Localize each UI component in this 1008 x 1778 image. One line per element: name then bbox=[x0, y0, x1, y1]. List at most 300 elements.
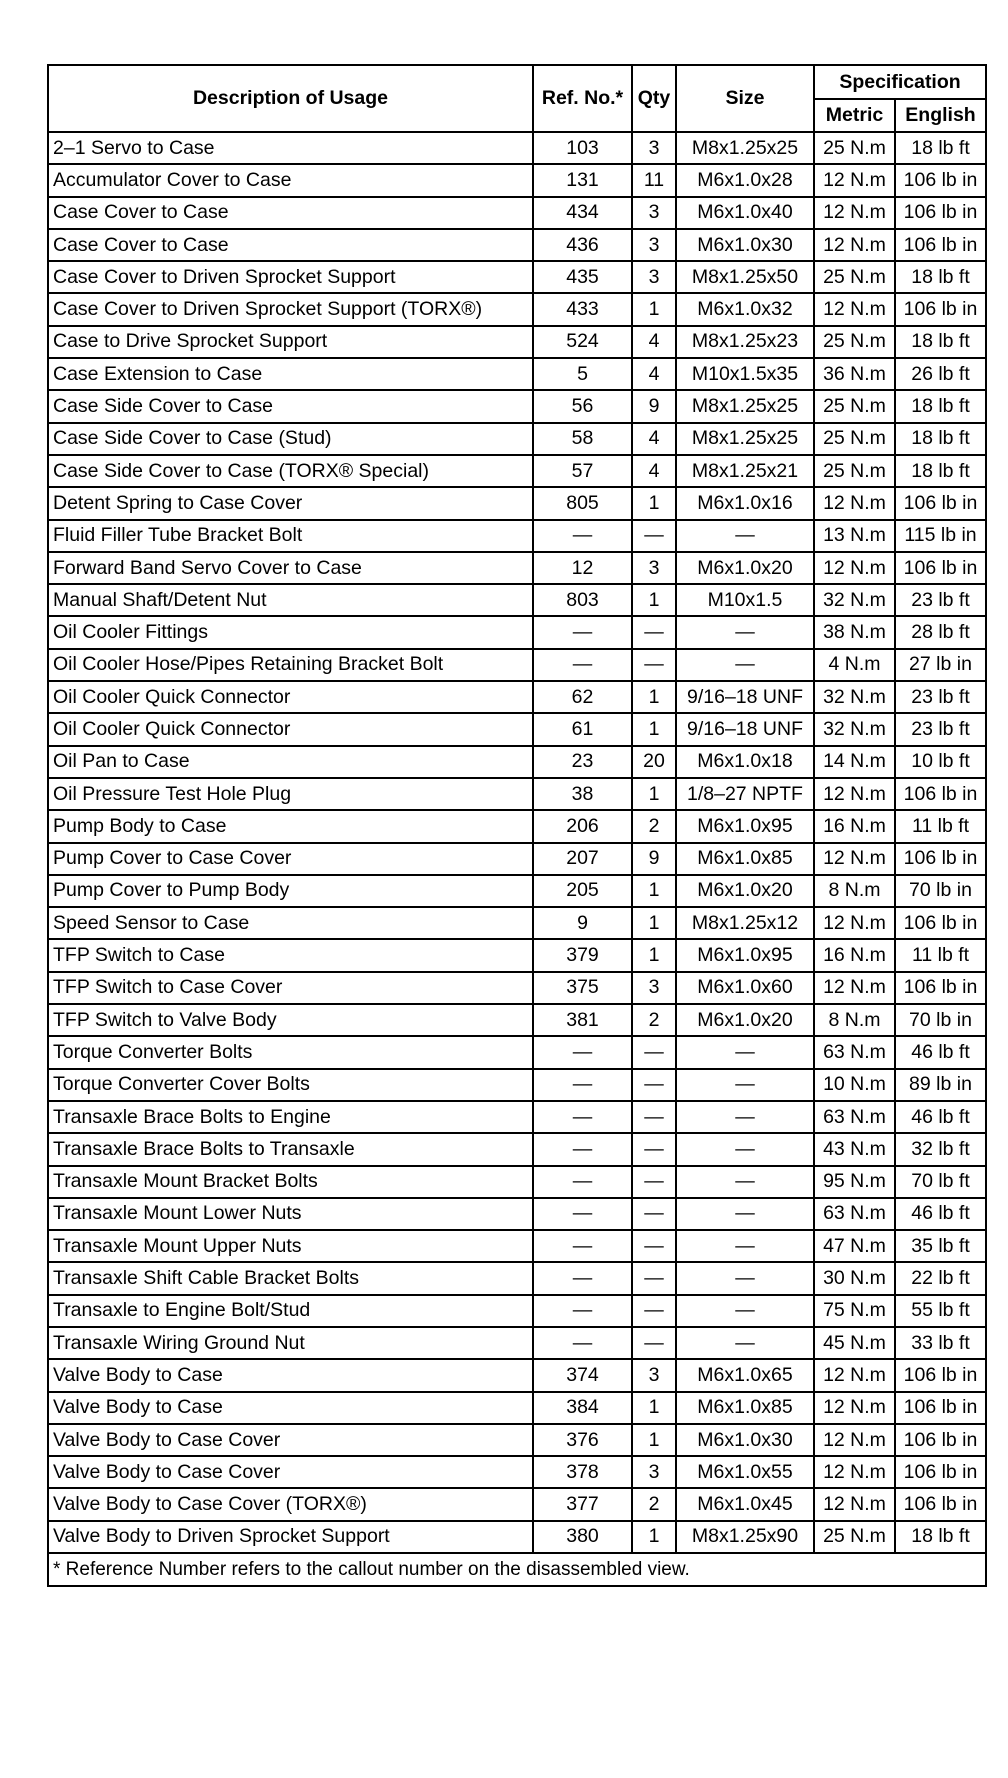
ref-no-cell: 524 bbox=[533, 326, 632, 358]
metric-cell: 12 N.m bbox=[814, 1359, 895, 1391]
table-body bbox=[48, 132, 986, 1553]
size-cell: M6x1.0x40 bbox=[676, 197, 814, 229]
description-cell: Oil Cooler Fittings bbox=[48, 616, 533, 648]
size-cell: M6x1.0x30 bbox=[676, 229, 814, 261]
description-cell: Case Side Cover to Case (TORX® Special) bbox=[48, 455, 533, 487]
metric-cell: 25 N.m bbox=[814, 455, 895, 487]
description-cell: Case Cover to Case bbox=[48, 197, 533, 229]
table-row bbox=[48, 261, 986, 293]
english-cell: 106 lb in bbox=[895, 1424, 986, 1456]
ref-no-cell: 207 bbox=[533, 843, 632, 875]
description-cell: Fluid Filler Tube Bracket Bolt bbox=[48, 520, 533, 552]
metric-cell: 12 N.m bbox=[814, 1456, 895, 1488]
english-cell: 11 lb ft bbox=[895, 810, 986, 842]
size-cell: — bbox=[676, 1101, 814, 1133]
size-cell: M10x1.5x35 bbox=[676, 358, 814, 390]
description-cell: Transaxle Wiring Ground Nut bbox=[48, 1327, 533, 1359]
size-cell: — bbox=[676, 1133, 814, 1165]
english-cell: 106 lb in bbox=[895, 1488, 986, 1520]
ref-no-cell: — bbox=[533, 1101, 632, 1133]
description-cell: Case Cover to Driven Sprocket Support bbox=[48, 261, 533, 293]
qty-cell: 3 bbox=[632, 261, 676, 293]
ref-no-cell: 205 bbox=[533, 875, 632, 907]
table-row bbox=[48, 552, 986, 584]
size-cell: 1/8–27 NPTF bbox=[676, 778, 814, 810]
header-description: Description of Usage bbox=[48, 65, 533, 132]
ref-no-cell: 61 bbox=[533, 713, 632, 745]
qty-cell: 20 bbox=[632, 746, 676, 778]
table-row bbox=[48, 229, 986, 261]
english-cell: 18 lb ft bbox=[895, 1521, 986, 1553]
description-cell: Forward Band Servo Cover to Case bbox=[48, 552, 533, 584]
size-cell: — bbox=[676, 1036, 814, 1068]
qty-cell: 2 bbox=[632, 1004, 676, 1036]
table-row bbox=[48, 1295, 986, 1327]
table-row bbox=[48, 487, 986, 519]
english-cell: 89 lb in bbox=[895, 1069, 986, 1101]
description-cell: Pump Cover to Case Cover bbox=[48, 843, 533, 875]
size-cell: M10x1.5 bbox=[676, 584, 814, 616]
metric-cell: 47 N.m bbox=[814, 1230, 895, 1262]
size-cell: M6x1.0x60 bbox=[676, 972, 814, 1004]
english-cell: 106 lb in bbox=[895, 487, 986, 519]
table-row bbox=[48, 132, 986, 164]
size-cell: M8x1.25x23 bbox=[676, 326, 814, 358]
english-cell: 106 lb in bbox=[895, 293, 986, 325]
ref-no-cell: — bbox=[533, 1036, 632, 1068]
description-cell: Transaxle Mount Upper Nuts bbox=[48, 1230, 533, 1262]
ref-no-cell: 23 bbox=[533, 746, 632, 778]
table-row bbox=[48, 649, 986, 681]
table-row bbox=[48, 1262, 986, 1294]
metric-cell: 12 N.m bbox=[814, 1424, 895, 1456]
size-cell: — bbox=[676, 1295, 814, 1327]
qty-cell: 1 bbox=[632, 907, 676, 939]
english-cell: 106 lb in bbox=[895, 1456, 986, 1488]
size-cell: M8x1.25x21 bbox=[676, 455, 814, 487]
ref-no-cell: 803 bbox=[533, 584, 632, 616]
qty-cell: — bbox=[632, 1101, 676, 1133]
description-cell: Transaxle Shift Cable Bracket Bolts bbox=[48, 1262, 533, 1294]
metric-cell: 25 N.m bbox=[814, 423, 895, 455]
english-cell: 106 lb in bbox=[895, 972, 986, 1004]
qty-cell: — bbox=[632, 1327, 676, 1359]
qty-cell: — bbox=[632, 649, 676, 681]
ref-no-cell: 433 bbox=[533, 293, 632, 325]
metric-cell: 63 N.m bbox=[814, 1036, 895, 1068]
size-cell: — bbox=[676, 1262, 814, 1294]
metric-cell: 38 N.m bbox=[814, 616, 895, 648]
table-row bbox=[48, 778, 986, 810]
ref-no-cell: — bbox=[533, 1230, 632, 1262]
table-row bbox=[48, 1069, 986, 1101]
table-row bbox=[48, 1036, 986, 1068]
header-metric: Metric bbox=[814, 99, 895, 132]
size-cell: M6x1.0x95 bbox=[676, 810, 814, 842]
ref-no-cell: — bbox=[533, 616, 632, 648]
description-cell: Oil Cooler Hose/Pipes Retaining Bracket Bolt bbox=[48, 649, 533, 681]
english-cell: 18 lb ft bbox=[895, 132, 986, 164]
table-row bbox=[48, 293, 986, 325]
size-cell: — bbox=[676, 616, 814, 648]
qty-cell: — bbox=[632, 1262, 676, 1294]
qty-cell: 3 bbox=[632, 1359, 676, 1391]
english-cell: 106 lb in bbox=[895, 197, 986, 229]
table-row bbox=[48, 907, 986, 939]
footnote: * Reference Number refers to the callout number on the disassembled view. bbox=[48, 1553, 986, 1586]
qty-cell: — bbox=[632, 1198, 676, 1230]
size-cell: M6x1.0x65 bbox=[676, 1359, 814, 1391]
english-cell: 106 lb in bbox=[895, 229, 986, 261]
qty-cell: — bbox=[632, 1036, 676, 1068]
fastener-specification-table bbox=[47, 64, 987, 1587]
description-cell: Speed Sensor to Case bbox=[48, 907, 533, 939]
size-cell: M6x1.0x95 bbox=[676, 939, 814, 971]
qty-cell: 1 bbox=[632, 939, 676, 971]
table-row bbox=[48, 423, 986, 455]
description-cell: Transaxle Brace Bolts to Transaxle bbox=[48, 1133, 533, 1165]
ref-no-cell: 58 bbox=[533, 423, 632, 455]
table-row bbox=[48, 1359, 986, 1391]
description-cell: Transaxle to Engine Bolt/Stud bbox=[48, 1295, 533, 1327]
table-row bbox=[48, 972, 986, 1004]
ref-no-cell: 381 bbox=[533, 1004, 632, 1036]
ref-no-cell: 379 bbox=[533, 939, 632, 971]
english-cell: 26 lb ft bbox=[895, 358, 986, 390]
english-cell: 23 lb ft bbox=[895, 584, 986, 616]
table-row bbox=[48, 875, 986, 907]
english-cell: 35 lb ft bbox=[895, 1230, 986, 1262]
qty-cell: 1 bbox=[632, 487, 676, 519]
size-cell: M6x1.0x45 bbox=[676, 1488, 814, 1520]
metric-cell: 12 N.m bbox=[814, 487, 895, 519]
header-ref-no: Ref. No.* bbox=[533, 65, 632, 132]
qty-cell: 3 bbox=[632, 552, 676, 584]
english-cell: 115 lb in bbox=[895, 520, 986, 552]
qty-cell: 1 bbox=[632, 293, 676, 325]
ref-no-cell: 436 bbox=[533, 229, 632, 261]
description-cell: Case Cover to Driven Sprocket Support (TORX®) bbox=[48, 293, 533, 325]
metric-cell: 95 N.m bbox=[814, 1166, 895, 1198]
english-cell: 46 lb ft bbox=[895, 1198, 986, 1230]
size-cell: M6x1.0x30 bbox=[676, 1424, 814, 1456]
table-row bbox=[48, 1456, 986, 1488]
ref-no-cell: 103 bbox=[533, 132, 632, 164]
english-cell: 28 lb ft bbox=[895, 616, 986, 648]
qty-cell: 9 bbox=[632, 843, 676, 875]
metric-cell: 12 N.m bbox=[814, 778, 895, 810]
ref-no-cell: — bbox=[533, 1069, 632, 1101]
size-cell: — bbox=[676, 1166, 814, 1198]
qty-cell: — bbox=[632, 616, 676, 648]
table-row bbox=[48, 616, 986, 648]
english-cell: 70 lb in bbox=[895, 875, 986, 907]
description-cell: 2–1 Servo to Case bbox=[48, 132, 533, 164]
metric-cell: 75 N.m bbox=[814, 1295, 895, 1327]
size-cell: — bbox=[676, 1198, 814, 1230]
english-cell: 106 lb in bbox=[895, 552, 986, 584]
table-row bbox=[48, 810, 986, 842]
metric-cell: 8 N.m bbox=[814, 875, 895, 907]
ref-no-cell: 131 bbox=[533, 164, 632, 196]
size-cell: — bbox=[676, 1230, 814, 1262]
description-cell: Detent Spring to Case Cover bbox=[48, 487, 533, 519]
metric-cell: 12 N.m bbox=[814, 1392, 895, 1424]
english-cell: 106 lb in bbox=[895, 1359, 986, 1391]
header-specification: Specification bbox=[814, 65, 986, 99]
table-row bbox=[48, 1424, 986, 1456]
metric-cell: 32 N.m bbox=[814, 681, 895, 713]
ref-no-cell: 5 bbox=[533, 358, 632, 390]
ref-no-cell: — bbox=[533, 1262, 632, 1294]
size-cell: — bbox=[676, 1327, 814, 1359]
qty-cell: — bbox=[632, 1133, 676, 1165]
metric-cell: 63 N.m bbox=[814, 1101, 895, 1133]
ref-no-cell: 62 bbox=[533, 681, 632, 713]
qty-cell: 2 bbox=[632, 1488, 676, 1520]
ref-no-cell: 57 bbox=[533, 455, 632, 487]
footnote-row bbox=[48, 1553, 986, 1586]
table-row bbox=[48, 843, 986, 875]
metric-cell: 63 N.m bbox=[814, 1198, 895, 1230]
description-cell: Case to Drive Sprocket Support bbox=[48, 326, 533, 358]
ref-no-cell: 375 bbox=[533, 972, 632, 1004]
metric-cell: 32 N.m bbox=[814, 584, 895, 616]
qty-cell: — bbox=[632, 1069, 676, 1101]
description-cell: Manual Shaft/Detent Nut bbox=[48, 584, 533, 616]
metric-cell: 16 N.m bbox=[814, 810, 895, 842]
description-cell: Torque Converter Cover Bolts bbox=[48, 1069, 533, 1101]
qty-cell: 4 bbox=[632, 326, 676, 358]
qty-cell: 4 bbox=[632, 423, 676, 455]
qty-cell: — bbox=[632, 1295, 676, 1327]
qty-cell: 1 bbox=[632, 1521, 676, 1553]
metric-cell: 12 N.m bbox=[814, 972, 895, 1004]
table-row bbox=[48, 939, 986, 971]
metric-cell: 16 N.m bbox=[814, 939, 895, 971]
english-cell: 46 lb ft bbox=[895, 1101, 986, 1133]
ref-no-cell: — bbox=[533, 1327, 632, 1359]
qty-cell: 1 bbox=[632, 681, 676, 713]
description-cell: TFP Switch to Valve Body bbox=[48, 1004, 533, 1036]
qty-cell: 1 bbox=[632, 778, 676, 810]
table-row bbox=[48, 164, 986, 196]
table-row bbox=[48, 713, 986, 745]
ref-no-cell: — bbox=[533, 1295, 632, 1327]
size-cell: M6x1.0x28 bbox=[676, 164, 814, 196]
qty-cell: 1 bbox=[632, 713, 676, 745]
ref-no-cell: 384 bbox=[533, 1392, 632, 1424]
description-cell: TFP Switch to Case bbox=[48, 939, 533, 971]
metric-cell: 32 N.m bbox=[814, 713, 895, 745]
size-cell: M6x1.0x85 bbox=[676, 1392, 814, 1424]
description-cell: Transaxle Mount Lower Nuts bbox=[48, 1198, 533, 1230]
metric-cell: 10 N.m bbox=[814, 1069, 895, 1101]
description-cell: Accumulator Cover to Case bbox=[48, 164, 533, 196]
size-cell: M6x1.0x18 bbox=[676, 746, 814, 778]
english-cell: 18 lb ft bbox=[895, 326, 986, 358]
ref-no-cell: 377 bbox=[533, 1488, 632, 1520]
qty-cell: — bbox=[632, 1230, 676, 1262]
description-cell: Case Side Cover to Case (Stud) bbox=[48, 423, 533, 455]
ref-no-cell: 12 bbox=[533, 552, 632, 584]
table-footer bbox=[48, 1553, 986, 1586]
table-row bbox=[48, 1101, 986, 1133]
table-row bbox=[48, 1327, 986, 1359]
ref-no-cell: 374 bbox=[533, 1359, 632, 1391]
metric-cell: 8 N.m bbox=[814, 1004, 895, 1036]
description-cell: TFP Switch to Case Cover bbox=[48, 972, 533, 1004]
header-english: English bbox=[895, 99, 986, 132]
metric-cell: 25 N.m bbox=[814, 1521, 895, 1553]
size-cell: M8x1.25x50 bbox=[676, 261, 814, 293]
metric-cell: 12 N.m bbox=[814, 229, 895, 261]
description-cell: Transaxle Mount Bracket Bolts bbox=[48, 1166, 533, 1198]
ref-no-cell: — bbox=[533, 1166, 632, 1198]
description-cell: Pump Cover to Pump Body bbox=[48, 875, 533, 907]
english-cell: 18 lb ft bbox=[895, 390, 986, 422]
metric-cell: 4 N.m bbox=[814, 649, 895, 681]
qty-cell: 1 bbox=[632, 584, 676, 616]
ref-no-cell: 56 bbox=[533, 390, 632, 422]
metric-cell: 43 N.m bbox=[814, 1133, 895, 1165]
english-cell: 70 lb in bbox=[895, 1004, 986, 1036]
size-cell: M6x1.0x85 bbox=[676, 843, 814, 875]
english-cell: 106 lb in bbox=[895, 907, 986, 939]
table-row bbox=[48, 584, 986, 616]
english-cell: 46 lb ft bbox=[895, 1036, 986, 1068]
qty-cell: 2 bbox=[632, 810, 676, 842]
ref-no-cell: 435 bbox=[533, 261, 632, 293]
qty-cell: 1 bbox=[632, 1392, 676, 1424]
english-cell: 27 lb in bbox=[895, 649, 986, 681]
size-cell: M6x1.0x32 bbox=[676, 293, 814, 325]
description-cell: Valve Body to Case Cover bbox=[48, 1424, 533, 1456]
size-cell: M6x1.0x20 bbox=[676, 875, 814, 907]
ref-no-cell: 805 bbox=[533, 487, 632, 519]
description-cell: Oil Pan to Case bbox=[48, 746, 533, 778]
table-row bbox=[48, 1166, 986, 1198]
description-cell: Valve Body to Case Cover (TORX®) bbox=[48, 1488, 533, 1520]
description-cell: Case Side Cover to Case bbox=[48, 390, 533, 422]
header-row bbox=[48, 65, 986, 99]
table-row bbox=[48, 520, 986, 552]
description-cell: Torque Converter Bolts bbox=[48, 1036, 533, 1068]
description-cell: Valve Body to Case Cover bbox=[48, 1456, 533, 1488]
qty-cell: 3 bbox=[632, 229, 676, 261]
qty-cell: 1 bbox=[632, 875, 676, 907]
english-cell: 70 lb ft bbox=[895, 1166, 986, 1198]
table-row bbox=[48, 455, 986, 487]
english-cell: 11 lb ft bbox=[895, 939, 986, 971]
metric-cell: 12 N.m bbox=[814, 197, 895, 229]
table-header bbox=[48, 65, 986, 132]
qty-cell: 3 bbox=[632, 1456, 676, 1488]
description-cell: Case Extension to Case bbox=[48, 358, 533, 390]
english-cell: 18 lb ft bbox=[895, 455, 986, 487]
english-cell: 106 lb in bbox=[895, 843, 986, 875]
description-cell: Oil Cooler Quick Connector bbox=[48, 681, 533, 713]
size-cell: M8x1.25x90 bbox=[676, 1521, 814, 1553]
table-row bbox=[48, 1133, 986, 1165]
header-qty: Qty bbox=[632, 65, 676, 132]
size-cell: M6x1.0x55 bbox=[676, 1456, 814, 1488]
description-cell: Valve Body to Case bbox=[48, 1392, 533, 1424]
english-cell: 106 lb in bbox=[895, 1392, 986, 1424]
table-row bbox=[48, 358, 986, 390]
metric-cell: 30 N.m bbox=[814, 1262, 895, 1294]
metric-cell: 12 N.m bbox=[814, 552, 895, 584]
ref-no-cell: 378 bbox=[533, 1456, 632, 1488]
english-cell: 32 lb ft bbox=[895, 1133, 986, 1165]
qty-cell: — bbox=[632, 520, 676, 552]
description-cell: Pump Body to Case bbox=[48, 810, 533, 842]
qty-cell: 3 bbox=[632, 197, 676, 229]
english-cell: 18 lb ft bbox=[895, 261, 986, 293]
metric-cell: 14 N.m bbox=[814, 746, 895, 778]
metric-cell: 36 N.m bbox=[814, 358, 895, 390]
size-cell: M6x1.0x20 bbox=[676, 1004, 814, 1036]
ref-no-cell: 380 bbox=[533, 1521, 632, 1553]
qty-cell: 3 bbox=[632, 132, 676, 164]
table-row bbox=[48, 681, 986, 713]
table-row bbox=[48, 390, 986, 422]
english-cell: 33 lb ft bbox=[895, 1327, 986, 1359]
size-cell: — bbox=[676, 1069, 814, 1101]
english-cell: 22 lb ft bbox=[895, 1262, 986, 1294]
english-cell: 55 lb ft bbox=[895, 1295, 986, 1327]
ref-no-cell: 376 bbox=[533, 1424, 632, 1456]
table-row bbox=[48, 1521, 986, 1553]
size-cell: M6x1.0x20 bbox=[676, 552, 814, 584]
size-cell: 9/16–18 UNF bbox=[676, 713, 814, 745]
description-cell: Case Cover to Case bbox=[48, 229, 533, 261]
table-row bbox=[48, 1488, 986, 1520]
description-cell: Oil Pressure Test Hole Plug bbox=[48, 778, 533, 810]
metric-cell: 12 N.m bbox=[814, 293, 895, 325]
english-cell: 106 lb in bbox=[895, 164, 986, 196]
qty-cell: 9 bbox=[632, 390, 676, 422]
ref-no-cell: — bbox=[533, 1133, 632, 1165]
size-cell: 9/16–18 UNF bbox=[676, 681, 814, 713]
qty-cell: 1 bbox=[632, 1424, 676, 1456]
metric-cell: 12 N.m bbox=[814, 164, 895, 196]
qty-cell: 4 bbox=[632, 358, 676, 390]
table-row bbox=[48, 746, 986, 778]
size-cell: M6x1.0x16 bbox=[676, 487, 814, 519]
table-row bbox=[48, 1004, 986, 1036]
size-cell: M8x1.25x25 bbox=[676, 132, 814, 164]
metric-cell: 25 N.m bbox=[814, 132, 895, 164]
size-cell: M8x1.25x25 bbox=[676, 390, 814, 422]
qty-cell: 11 bbox=[632, 164, 676, 196]
table-row bbox=[48, 197, 986, 229]
ref-no-cell: 206 bbox=[533, 810, 632, 842]
table-row bbox=[48, 1230, 986, 1262]
description-cell: Valve Body to Driven Sprocket Support bbox=[48, 1521, 533, 1553]
description-cell: Valve Body to Case bbox=[48, 1359, 533, 1391]
ref-no-cell: 9 bbox=[533, 907, 632, 939]
ref-no-cell: 38 bbox=[533, 778, 632, 810]
table-row bbox=[48, 326, 986, 358]
table-row bbox=[48, 1198, 986, 1230]
metric-cell: 25 N.m bbox=[814, 261, 895, 293]
metric-cell: 12 N.m bbox=[814, 907, 895, 939]
size-cell: M8x1.25x12 bbox=[676, 907, 814, 939]
header-size: Size bbox=[676, 65, 814, 132]
table-row bbox=[48, 1392, 986, 1424]
english-cell: 23 lb ft bbox=[895, 681, 986, 713]
